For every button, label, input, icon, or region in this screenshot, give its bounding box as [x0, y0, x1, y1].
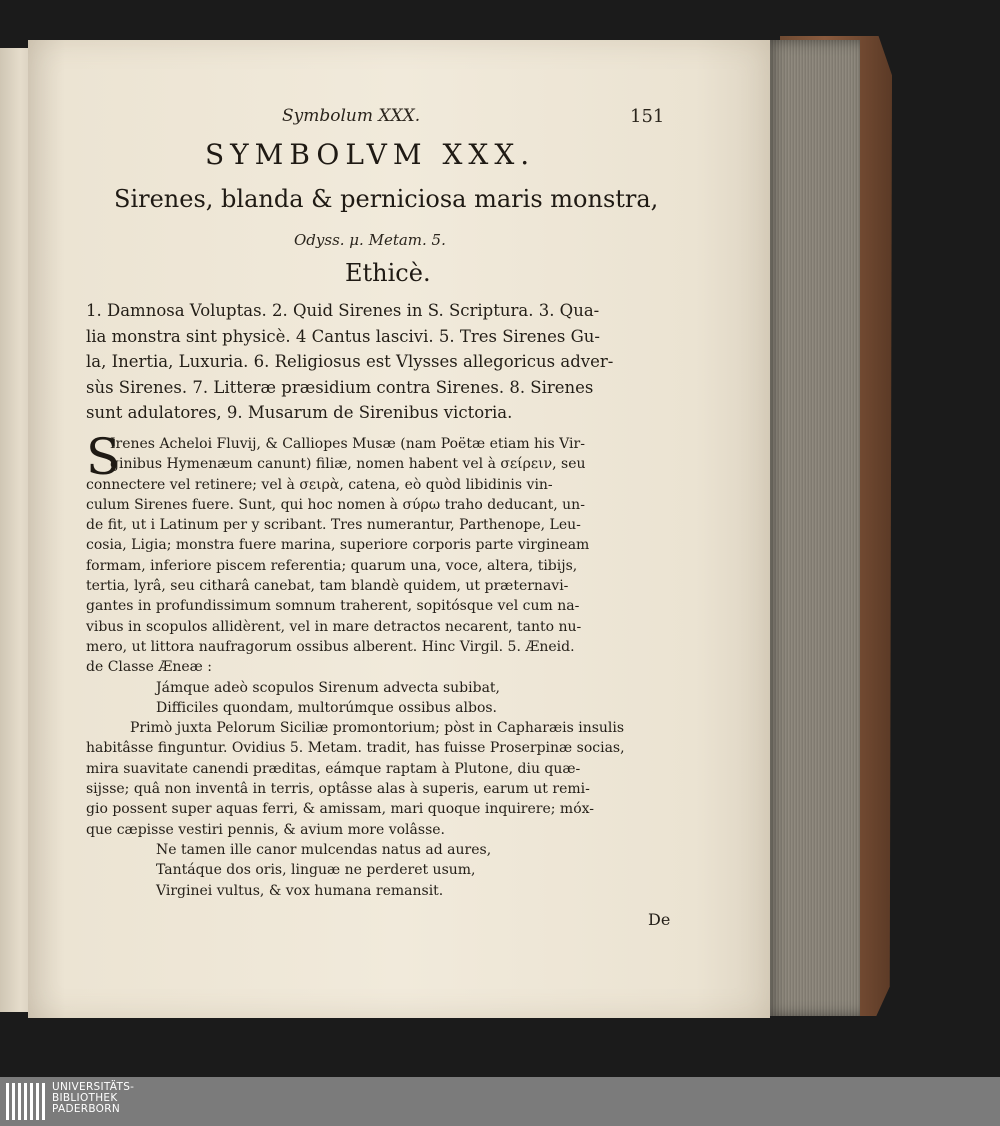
body-line: gantes in profundissimum somnum traherent, sopitósque vel cum na-	[86, 598, 580, 615]
verse-line: Difficiles quondam, multorúmque ossibus albos.	[156, 699, 498, 716]
catchword: De	[648, 910, 671, 929]
verse-line: Ne tamen ille canor mulcendas natus ad aures,	[156, 841, 492, 858]
body-text	[86, 428, 666, 901]
body-line: mero, ut littora naufragorum ossibus alberent. Hinc Virgil. 5. Æneid.	[86, 638, 575, 655]
body-line: que cæpisse vestiri pennis, & avium more volâsse.	[86, 821, 445, 838]
body-line: habitâsse finguntur. Ovidius 5. Metam. tradit, has fuisse Proserpinæ socias,	[86, 740, 625, 757]
verse-line: Virginei vultus, & vox humana remansit.	[156, 882, 444, 899]
body-line: tertia, lyrâ, seu citharâ canebat, tam blandè quidem, ut præternavi-	[86, 578, 569, 595]
section-heading: Ethicè.	[345, 259, 431, 287]
verse-line: Jámque adeò scopulos Sirenum advecta subibat,	[156, 679, 500, 696]
body-line: de fit, ut i Latinum per y scribant. Tres numerantur, Parthenope, Leu-	[86, 517, 581, 534]
verse-line: Tantáque dos oris, linguæ ne perderet usum,	[156, 862, 476, 879]
library-logo-icon	[6, 1081, 46, 1122]
summary-block	[86, 298, 660, 426]
body-line: Primò juxta Pelorum Siciliæ promontorium; pòst in Capharæis insulis	[130, 720, 625, 737]
body-line: culum Sirenes fuere. Sunt, qui hoc nomen à σύρω traho deducant, un-	[86, 496, 585, 513]
summary-line: lia monstra sint physicè. 4 Cantus lascivi. 5. Tres Sirenes Gu-	[86, 326, 600, 346]
library-name	[52, 1082, 134, 1115]
library-footer-bar	[0, 1077, 1000, 1126]
library-name-line: BIBLIOTHEK	[52, 1092, 118, 1104]
source-reference: Odyss. μ. Metam. 5.	[294, 231, 446, 249]
summary-line: 1. Damnosa Voluptas. 2. Quid Sirenes in S. Scriptura. 3. Qua-	[86, 301, 600, 320]
summary-line: sùs Sirenes. 7. Litteræ præsidium contra Sirenes. 8. Sirenes	[86, 377, 594, 397]
body-line: formam, inferiore piscem referentia; quarum una, voce, altera, tibijs,	[86, 557, 578, 574]
library-name-line: UNIVERSITÄTS-	[52, 1081, 135, 1093]
running-head: Symbolum XXX.	[282, 106, 421, 126]
body-line: gio possent super aquas ferri, & amissam, mari quoque inquirere; móx-	[86, 801, 595, 818]
drop-capital: S	[86, 428, 121, 486]
body-line: de Classe Æneæ :	[86, 659, 212, 676]
body-line: ginibus Hymenæum canunt) filiæ, nomen habent vel à σείρειν, seu	[110, 456, 586, 473]
body-line: mira suavitate canendi præditas, eámque raptam à Plutone, diu quæ-	[86, 760, 581, 777]
library-name-line: PADERBORN	[52, 1103, 120, 1115]
symbol-title: SYMBOLVM XXX.	[205, 138, 536, 171]
summary-line: la, Inertia, Luxuria. 6. Religiosus est Vlysses allegoricus adver-	[86, 352, 614, 371]
body-line: vibus in scopulos allidèrent, vel in mare detractos necarent, tanto nu-	[86, 618, 582, 635]
page-block-edges	[764, 40, 860, 1016]
body-line: connectere vel retinere; vel à σειρὰ, catena, eò quòd libidinis vin-	[86, 476, 553, 493]
body-line: Irenes Acheloi Fluvij, & Calliopes Musæ (nam Poëtæ etiam his Vir-	[110, 436, 585, 452]
symbol-subtitle: Sirenes, blanda & perniciosa maris monstra,	[114, 185, 659, 213]
summary-line: sunt adulatores, 9. Musarum de Sirenibus victoria.	[86, 403, 513, 422]
body-line: cosia, Ligia; monstra fuere marina, superiore corporis parte virgineam	[86, 537, 590, 554]
page-number: 151	[630, 106, 665, 127]
body-line: sijsse; quâ non inventâ in terris, optâsse alas à superis, earum ut remi-	[86, 781, 590, 798]
